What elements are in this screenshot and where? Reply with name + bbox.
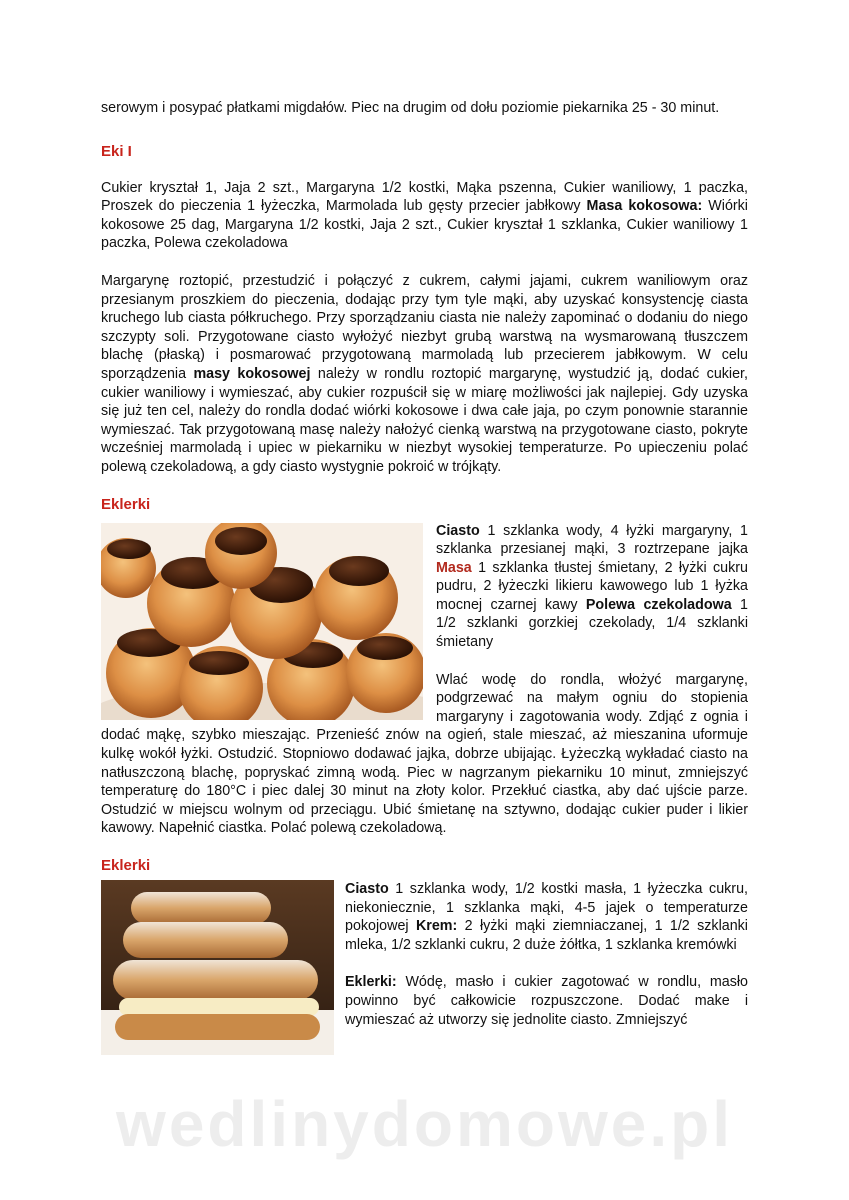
krem-label: Krem: <box>415 918 458 935</box>
polewa-text: 1 1/2 szklanki gorzkiej czekolady, 1/4 szklanki śmietany <box>436 596 748 651</box>
cream-puffs-photo <box>101 523 423 720</box>
method-eki-part1: Margarynę roztopić, przestudzić i połączyć z cukrem, całymi jajami, cukrem waniliowym oraz przesianym proszkiem do pieczenia, dodając przy tym tyle mąki, aby uzyskać konsystencję ciasta kruchego lub ciasta półkruchego. Przy sporządzaniu ciasta nie należy zapominać o dodaniu do niego szczypty soli. Przygotowane ciasto wyłożyć niezbyt grubą warstwą na wysmarowaną tłuszczem blachę (płaską) i posmarować przygotowaną marmoladą lub przecierem jabłkowym. W celu sporządzenia <box>101 272 748 382</box>
masy-kokosowej-bold: masy kokosowej <box>193 365 311 382</box>
masa-label: Masa <box>436 559 472 576</box>
ingredients-eki <box>101 179 748 253</box>
intro-paragraph: serowym i posypać płatkami migdałów. Piec na drugim od dołu poziomie piekarnika 25 - 30 minut. <box>101 100 720 116</box>
recipe-title-eklerki-2: Eklerki <box>101 857 151 874</box>
masa-kokosowa-label: Masa kokosowa: <box>586 198 703 215</box>
recipe-eklerki-2-body <box>101 880 748 1029</box>
document-page <box>101 99 748 1055</box>
ingredients-eki-part2: Wiórki kokosowe 25 dag, Margaryna 1/2 kostki, Jaja 2 szt., Cukier kryształ 1 szklanka, Cukier waniliowy 1 paczka, Polewa czekoladowa <box>101 198 748 252</box>
method-eki-part2: należy w rondlu roztopić margarynę, wystudzić ją, dodać cukier, cukier waniliowy i wymieszać, aby cukier rozpuścił się w miarę możliwości jak najlepiej. Gdy uzyska się już ten cel, należy do rondla dodać wiórki kokosowe i dwa całe jaja, po czym ponownie starannie wymieszać. Tak przygotowaną masę należy nałożyć cienką warstwą na przygotowane ciasto, pokryte wcześniej marmoladą i upiec w piekarniku w niezbyt wysokiej temperaturze. Po upieczeniu polać polewą czekoladową, a gdy ciasto wystygnie pokroić w trójkąty. <box>101 365 748 475</box>
eclairs-image <box>101 880 334 1055</box>
ciasto-label-2: Ciasto <box>345 881 389 897</box>
eclairs-photo <box>101 880 334 1055</box>
recipe-title-eki: Eki I <box>101 142 132 160</box>
recipe-title-eklerki-1: Eklerki <box>101 495 151 513</box>
eklerki-method-text: Wódę, masło i cukier zagotować w rondlu, masło powinno być całkowicie rozpuszczone. Dodać make i wymieszać aż utworzy się jednolite ciasto. Zmniejszyć <box>345 974 748 1028</box>
ciasto-label: Ciasto <box>436 522 480 539</box>
ingredients-eki-part1: Cukier kryształ 1, Jaja 2 szt., Margaryna 1/2 kostki, Mąka pszenna, Cukier waniliowy, 1 paczka, Proszek do pieczenia 1 łyżeczka, Marmolada lub gęsty przecier jabłkowy <box>101 179 748 215</box>
ciasto-text: 1 szklanka wody, 4 łyżki margaryny, 1 szklanka przesianej mąki, 3 roztrzepane jajka <box>436 522 748 558</box>
cream-puffs-image <box>101 523 423 720</box>
recipe-eklerki-1-body <box>101 522 748 839</box>
polewa-label: Polewa czekoladowa <box>585 596 732 613</box>
masa-text: 1 szklanka tłustej śmietany, 2 łyżki cukru pudru, 2 łyżeczki likieru kawowego lub 1 łyżka mocnej czarnej kawy <box>436 559 748 613</box>
method-eki <box>101 272 748 477</box>
krem-text: 2 łyżki mąki ziemniaczanej, 1 1/2 szklanki mleka, 1/2 szklanki cukru, 2 duże żółtka, 1 szklanka kremówki <box>345 918 748 953</box>
watermark: wedlinydomowe.pl <box>116 1088 733 1160</box>
ciasto-text-2: 1 szklanka wody, 1/2 kostki masła, 1 łyżeczka cukru, niekoniecznie, 1 szklanka mąki, 4-5 jajek o temperaturze pokojowej <box>345 881 748 935</box>
method-eklerki-1: Wlać wodę do rondla, włożyć margarynę, podgrzewać na małym ogniu do stopienia margaryny i zagotowania wody. Zdjąć z ognia i dodać mąkę, szybko mieszając. Przenieść znów na ogień, stale mieszać, aż mieszanina uformuje kulkę wokół łyżki. Ostudzić. Stopniowo dodawać jajka, dobrze ubijając. Łyżeczką wykładać ciasto na natłuszczoną blachę, popryskać zimną wodą. Piec w nagrzanym piekarniku 10 minut, zmniejszyć temperaturę do 180°C i piec dalej 30 minut na złoty kolor. Przekłuć ciastka, aby dać ujście parze. Ostudzić w miejscu wolnym od przeciągu. Ubić śmietanę na sztywno, dodając cukier puder i likier kawowy. Napełnić ciastka. Polać polewą czekoladową. <box>101 671 748 837</box>
eklerki-method-label: Eklerki: <box>345 974 397 991</box>
